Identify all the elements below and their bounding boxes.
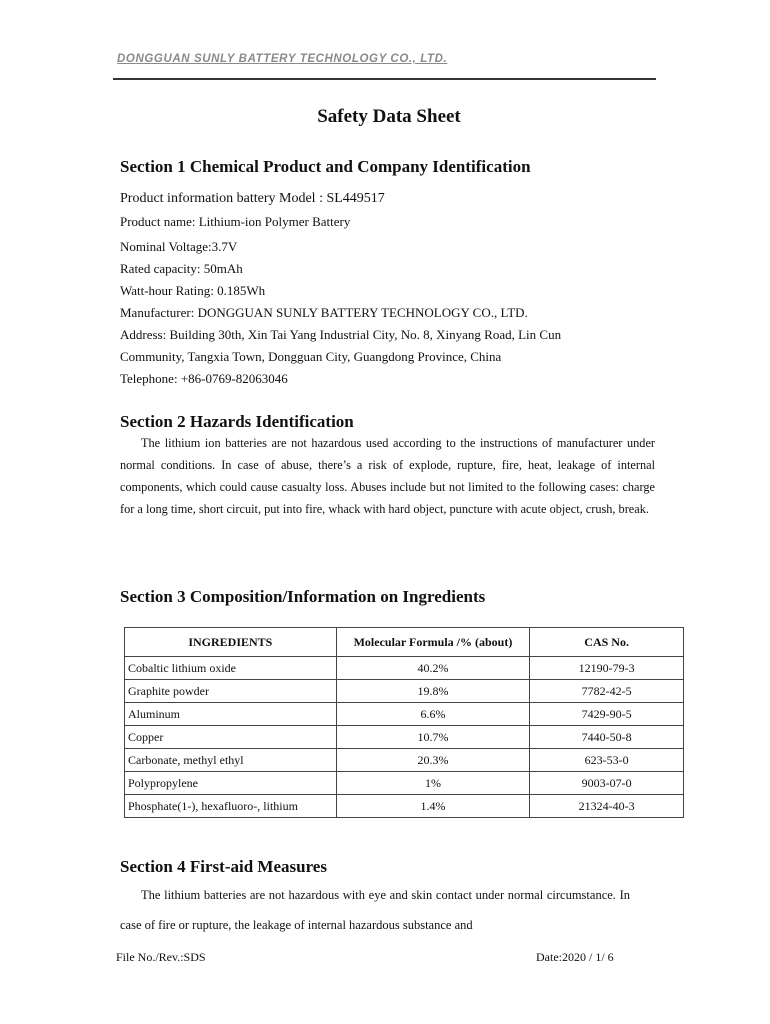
ingredient-percent: 19.8% (336, 680, 530, 703)
ingredient-name: Copper (125, 726, 337, 749)
ingredient-percent: 6.6% (336, 703, 530, 726)
ingredient-cas: 7782-42-5 (530, 680, 684, 703)
table-row (125, 749, 684, 772)
address-line-2: Community, Tangxia Town, Dongguan City, Guangdong Province, China (120, 349, 502, 364)
ingredient-percent: 1.4% (336, 795, 530, 818)
column-header: CAS No. (530, 628, 684, 657)
table-row (125, 772, 684, 795)
section-2-heading: Section 2 Hazards Identification (120, 412, 354, 431)
ingredient-name: Carbonate, methyl ethyl (125, 749, 337, 772)
table-row (125, 795, 684, 818)
ingredient-cas: 623-53-0 (530, 749, 684, 772)
table-row (125, 726, 684, 749)
table-row (125, 657, 684, 680)
document-date: Date:2020 / 1/ 6 (536, 950, 614, 964)
ingredient-percent: 10.7% (336, 726, 530, 749)
address-line-1: Address: Building 30th, Xin Tai Yang Industrial City, No. 8, Xinyang Road, Lin Cun (120, 327, 562, 342)
table-header-row (125, 628, 684, 657)
company-header: DONGGUAN SUNLY BATTERY TECHNOLOGY CO., LTD. (117, 53, 448, 65)
ingredient-cas: 9003-07-0 (530, 772, 684, 795)
ingredient-percent: 40.2% (336, 657, 530, 680)
ingredient-name: Polypropylene (125, 772, 337, 795)
ingredient-name: Phosphate(1-), hexafluoro-, lithium (125, 795, 337, 818)
nominal-voltage-line: Nominal Voltage:3.7V (120, 239, 238, 254)
section-3-heading: Section 3 Composition/Information on Ingredients (120, 587, 486, 606)
ingredient-cas: 12190-79-3 (530, 657, 684, 680)
column-header: INGREDIENTS (125, 628, 337, 657)
ingredient-cas: 7440-50-8 (530, 726, 684, 749)
ingredient-name: Cobaltic lithium oxide (125, 657, 337, 680)
section-1-heading: Section 1 Chemical Product and Company Identification (120, 157, 531, 176)
ingredient-name: Aluminum (125, 703, 337, 726)
watt-hour-line: Watt-hour Rating: 0.185Wh (120, 283, 266, 298)
column-header: Molecular Formula /% (about) (336, 628, 530, 657)
rated-capacity-line: Rated capacity: 50mAh (120, 261, 243, 276)
hazards-paragraph: The lithium ion batteries are not hazardous used according to the instructions of manufacturer under normal conditions. In case of abuse, there’s a risk of explode, rupture, fire, heat, leakage of internal components, which could cause casualty loss. Abuses include but not limited to the following cases: charge for a long time, short circuit, put into fire, whack with hard object, puncture with acute object, crush, break. (120, 436, 655, 516)
table-row (125, 680, 684, 703)
product-name-line: Product name: Lithium-ion Polymer Battery (120, 214, 351, 229)
ingredient-percent: 20.3% (336, 749, 530, 772)
first-aid-paragraph: The lithium batteries are not hazardous with eye and skin contact under normal circumstance. In case of fire or rupture, the leakage of internal hazardous substance and (120, 888, 630, 932)
table-row (125, 703, 684, 726)
manufacturer-line: Manufacturer: DONGGUAN SUNLY BATTERY TECHNOLOGY CO., LTD. (120, 305, 528, 320)
ingredient-name: Graphite powder (125, 680, 337, 703)
ingredient-percent: 1% (336, 772, 530, 795)
ingredient-cas: 21324-40-3 (530, 795, 684, 818)
document-title: Safety Data Sheet (317, 106, 461, 127)
telephone-line: Telephone: +86-0769-82063046 (120, 371, 288, 386)
ingredients-table (124, 627, 684, 818)
header-divider (113, 78, 656, 80)
ingredient-cas: 7429-90-5 (530, 703, 684, 726)
file-number: File No./Rev.:SDS (116, 950, 206, 964)
section-4-heading: Section 4 First-aid Measures (120, 857, 327, 876)
product-model-line: Product information battery Model : SL449517 (120, 191, 385, 206)
